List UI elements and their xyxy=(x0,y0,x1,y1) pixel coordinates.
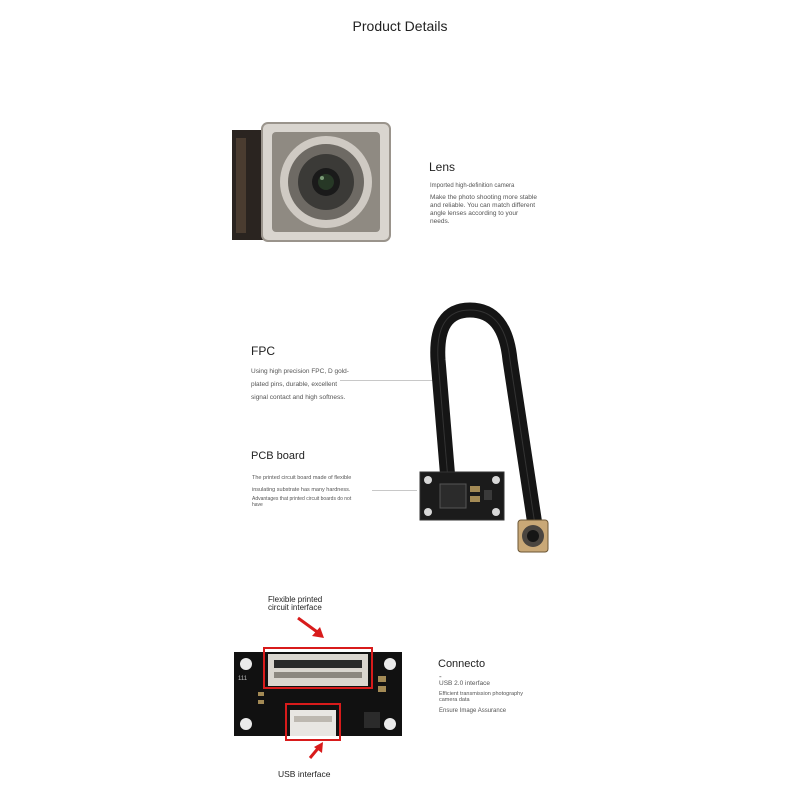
pcb-line-2: insulating substrate has many hardness. xyxy=(252,487,351,493)
connector-dash: - xyxy=(439,672,442,681)
fpc-line-2: plated pins, durable, excellent xyxy=(251,381,338,388)
connector-efficient-line-1: Efficient transmission photography xyxy=(439,691,523,697)
lens-desc-line-4: needs. xyxy=(430,218,450,225)
fpc-interface-callout-line-2: circuit interface xyxy=(268,603,322,612)
fpc-heading: FPC xyxy=(251,344,275,358)
page-title: Product Details xyxy=(352,18,448,34)
fpc-line-1: Using high precision FPC, D gold- xyxy=(251,368,349,375)
usb-interface-callout: USB interface xyxy=(278,769,331,779)
pcb-advantage-line-2: have xyxy=(252,502,263,508)
connector-heading: Connecto xyxy=(438,658,486,670)
lens-heading: Lens xyxy=(429,160,456,174)
board-silkscreen-label: 111 xyxy=(238,676,248,682)
pcb-heading: PCB board xyxy=(251,450,305,462)
usb-adapter-board-image xyxy=(228,610,408,760)
fpc-ribbon-camera-image xyxy=(410,300,560,560)
connector-efficient-line-2: camera data xyxy=(439,697,470,703)
pcb-line-1: The printed circuit board made of flexible xyxy=(252,475,352,481)
pcb-advantage-line-1: Advantages that printed circuit boards do not xyxy=(252,496,352,502)
lens-desc-line-3: angle lenses according to your xyxy=(430,210,519,217)
lens-desc-line-1: Make the photo shooting more stable xyxy=(430,194,537,201)
lens-desc-line-2: and reliable. You can match different xyxy=(430,202,536,209)
connector-usb-line: USB 2.0 interface xyxy=(439,680,490,687)
fpc-interface-callout-line-1: Flexible printed xyxy=(268,595,323,604)
fpc-line-3: signal contact and high softness. xyxy=(251,394,346,401)
connector-ensure-line: Ensure Image Assurance xyxy=(439,708,507,714)
lens-subtitle: Imported high-definition camera xyxy=(430,183,515,189)
camera-lens-image xyxy=(232,120,392,245)
